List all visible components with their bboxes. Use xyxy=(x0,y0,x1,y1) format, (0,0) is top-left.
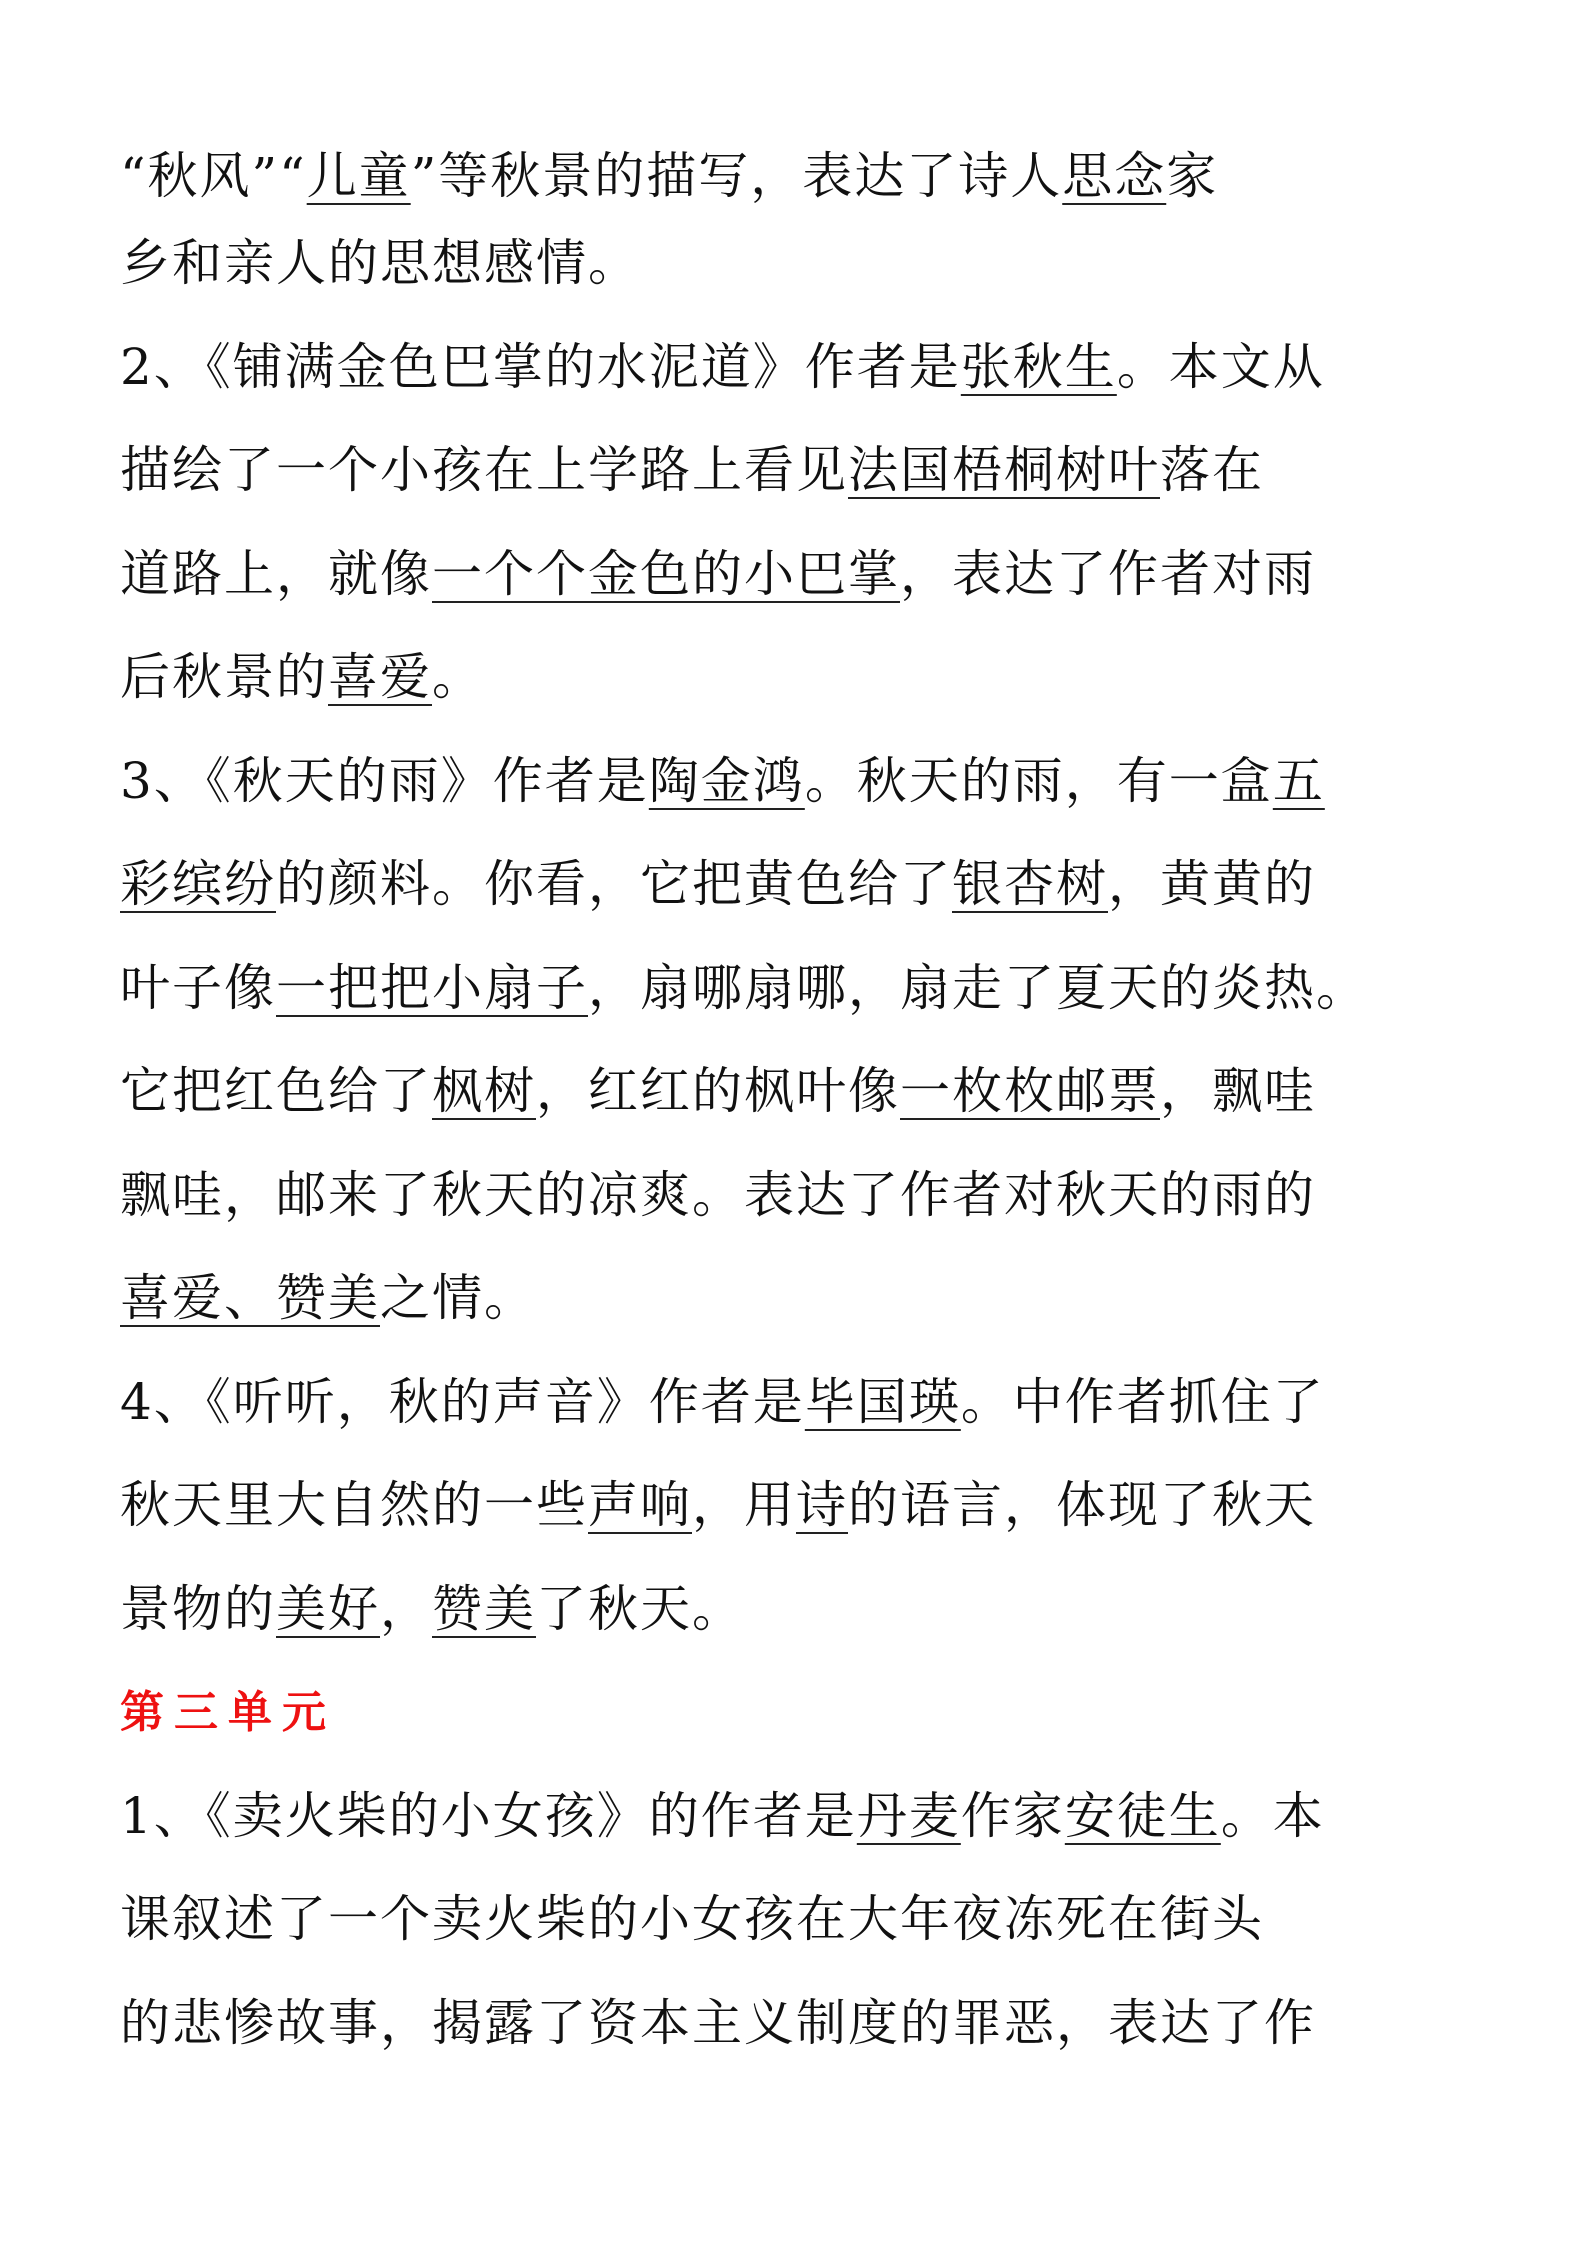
underlined-answer: 赞美 xyxy=(432,1579,536,1638)
underlined-answer: 安徒生 xyxy=(1064,1786,1221,1845)
text-line xyxy=(120,212,1480,316)
text-segment: 1、《卖火柴的小女孩》的作者是 xyxy=(120,1786,857,1845)
text-segment: ”等秋景的描写，表达了诗人 xyxy=(410,147,1063,205)
text-segment: “秋风”“ xyxy=(120,147,307,205)
underlined-answer: 诗 xyxy=(796,1476,848,1534)
text-segment: 。秋天的雨，有一盒 xyxy=(804,751,1273,810)
text-line xyxy=(120,730,1480,834)
text-line xyxy=(120,937,1480,1041)
text-line xyxy=(120,1972,1480,2076)
text-segment: 。 xyxy=(432,648,484,706)
text-segment: 课叙述了一个卖火柴的小女孩在大年夜冻死在街头 xyxy=(120,1890,1264,1948)
text-line xyxy=(120,140,1480,212)
text-segment: 之情。 xyxy=(380,1269,536,1327)
text-segment: 4、《听听，秋的声音》作者是 xyxy=(120,1372,805,1431)
text-segment: 景物的 xyxy=(120,1579,276,1638)
section-unit3-notes xyxy=(120,1765,1480,2076)
underlined-answer: 喜爱、赞美 xyxy=(120,1269,380,1327)
text-segment: 。本文从 xyxy=(1116,337,1325,396)
text-segment: 它把红色给了 xyxy=(120,1062,432,1120)
underlined-answer: 彩缤纷 xyxy=(120,855,276,913)
text-segment: 的颜料。你看，它把黄色给了 xyxy=(276,855,952,913)
text-line xyxy=(120,1765,1480,1869)
text-segment: 。本 xyxy=(1220,1786,1325,1845)
underlined-answer: 银杏树 xyxy=(952,855,1108,913)
text-line xyxy=(120,1040,1480,1144)
text-segment: 道路上，就像 xyxy=(120,544,432,603)
text-segment: 乡和亲人的思想感情。 xyxy=(120,234,640,292)
text-line xyxy=(120,523,1480,627)
text-line xyxy=(120,833,1480,937)
text-segment: 作家 xyxy=(960,1786,1065,1845)
text-line xyxy=(120,1454,1480,1558)
underlined-answer: 一枚枚邮票 xyxy=(900,1062,1160,1120)
text-line xyxy=(120,1868,1480,1972)
text-segment: ，用 xyxy=(692,1476,796,1534)
underlined-answer: 毕国瑛 xyxy=(804,1372,961,1431)
text-segment: 后秋景的 xyxy=(120,648,328,706)
text-segment: 了秋天。 xyxy=(536,1579,744,1638)
document-page xyxy=(120,140,1480,2075)
text-segment: 飘哇，邮来了秋天的凉爽。表达了作者对秋天的雨的 xyxy=(120,1165,1316,1224)
underlined-answer: 喜爱 xyxy=(328,648,432,706)
text-segment: 秋天里大自然的一些 xyxy=(120,1476,588,1534)
text-line xyxy=(120,1247,1480,1351)
underlined-answer: 张秋生 xyxy=(960,337,1117,396)
text-line xyxy=(120,626,1480,730)
underlined-answer: 枫树 xyxy=(432,1062,536,1120)
section-unit2-notes xyxy=(120,140,1480,1661)
text-line xyxy=(120,1144,1480,1248)
text-segment: ，黄黄的 xyxy=(1108,855,1316,913)
underlined-answer: 一个个金色的小巴掌 xyxy=(432,544,900,603)
underlined-answer: 声响 xyxy=(588,1476,692,1534)
text-segment: ，表达了作者对雨 xyxy=(900,544,1316,603)
text-segment: 。中作者抓住了 xyxy=(960,1372,1325,1431)
underlined-answer: 一把把小扇子 xyxy=(276,958,588,1017)
text-segment: ，飘哇 xyxy=(1160,1062,1316,1120)
text-segment: 3、《秋天的雨》作者是 xyxy=(120,751,649,810)
underlined-answer: 儿童 xyxy=(306,147,411,205)
text-segment: 的悲惨故事，揭露了资本主义制度的罪恶，表达了作 xyxy=(120,1993,1316,2052)
underlined-answer: 思念 xyxy=(1062,147,1167,205)
underlined-answer: 丹麦 xyxy=(856,1786,961,1845)
underlined-answer: 法国梧桐树叶 xyxy=(848,441,1160,499)
text-segment: ，扇哪扇哪，扇走了夏天的炎热。 xyxy=(588,958,1368,1017)
underlined-answer: 陶金鸿 xyxy=(648,751,805,810)
text-line xyxy=(120,1558,1480,1662)
text-line xyxy=(120,1351,1480,1455)
underlined-answer: 五 xyxy=(1272,751,1325,810)
text-line xyxy=(120,316,1480,420)
underlined-answer: 美好 xyxy=(276,1579,380,1638)
text-segment: ，红红的枫叶像 xyxy=(536,1062,900,1120)
text-segment: 叶子像 xyxy=(120,958,276,1017)
text-segment: ， xyxy=(380,1579,432,1638)
text-segment: 描绘了一个小孩在上学路上看见 xyxy=(120,441,848,499)
text-segment: 家 xyxy=(1166,147,1219,205)
text-segment: 的语言，体现了秋天 xyxy=(848,1476,1316,1534)
text-segment: 2、《铺满金色巴掌的水泥道》作者是 xyxy=(120,337,961,396)
section-heading-unit3: 第三单元 xyxy=(120,1687,336,1738)
text-segment: 落在 xyxy=(1160,441,1264,499)
text-line xyxy=(120,419,1480,523)
